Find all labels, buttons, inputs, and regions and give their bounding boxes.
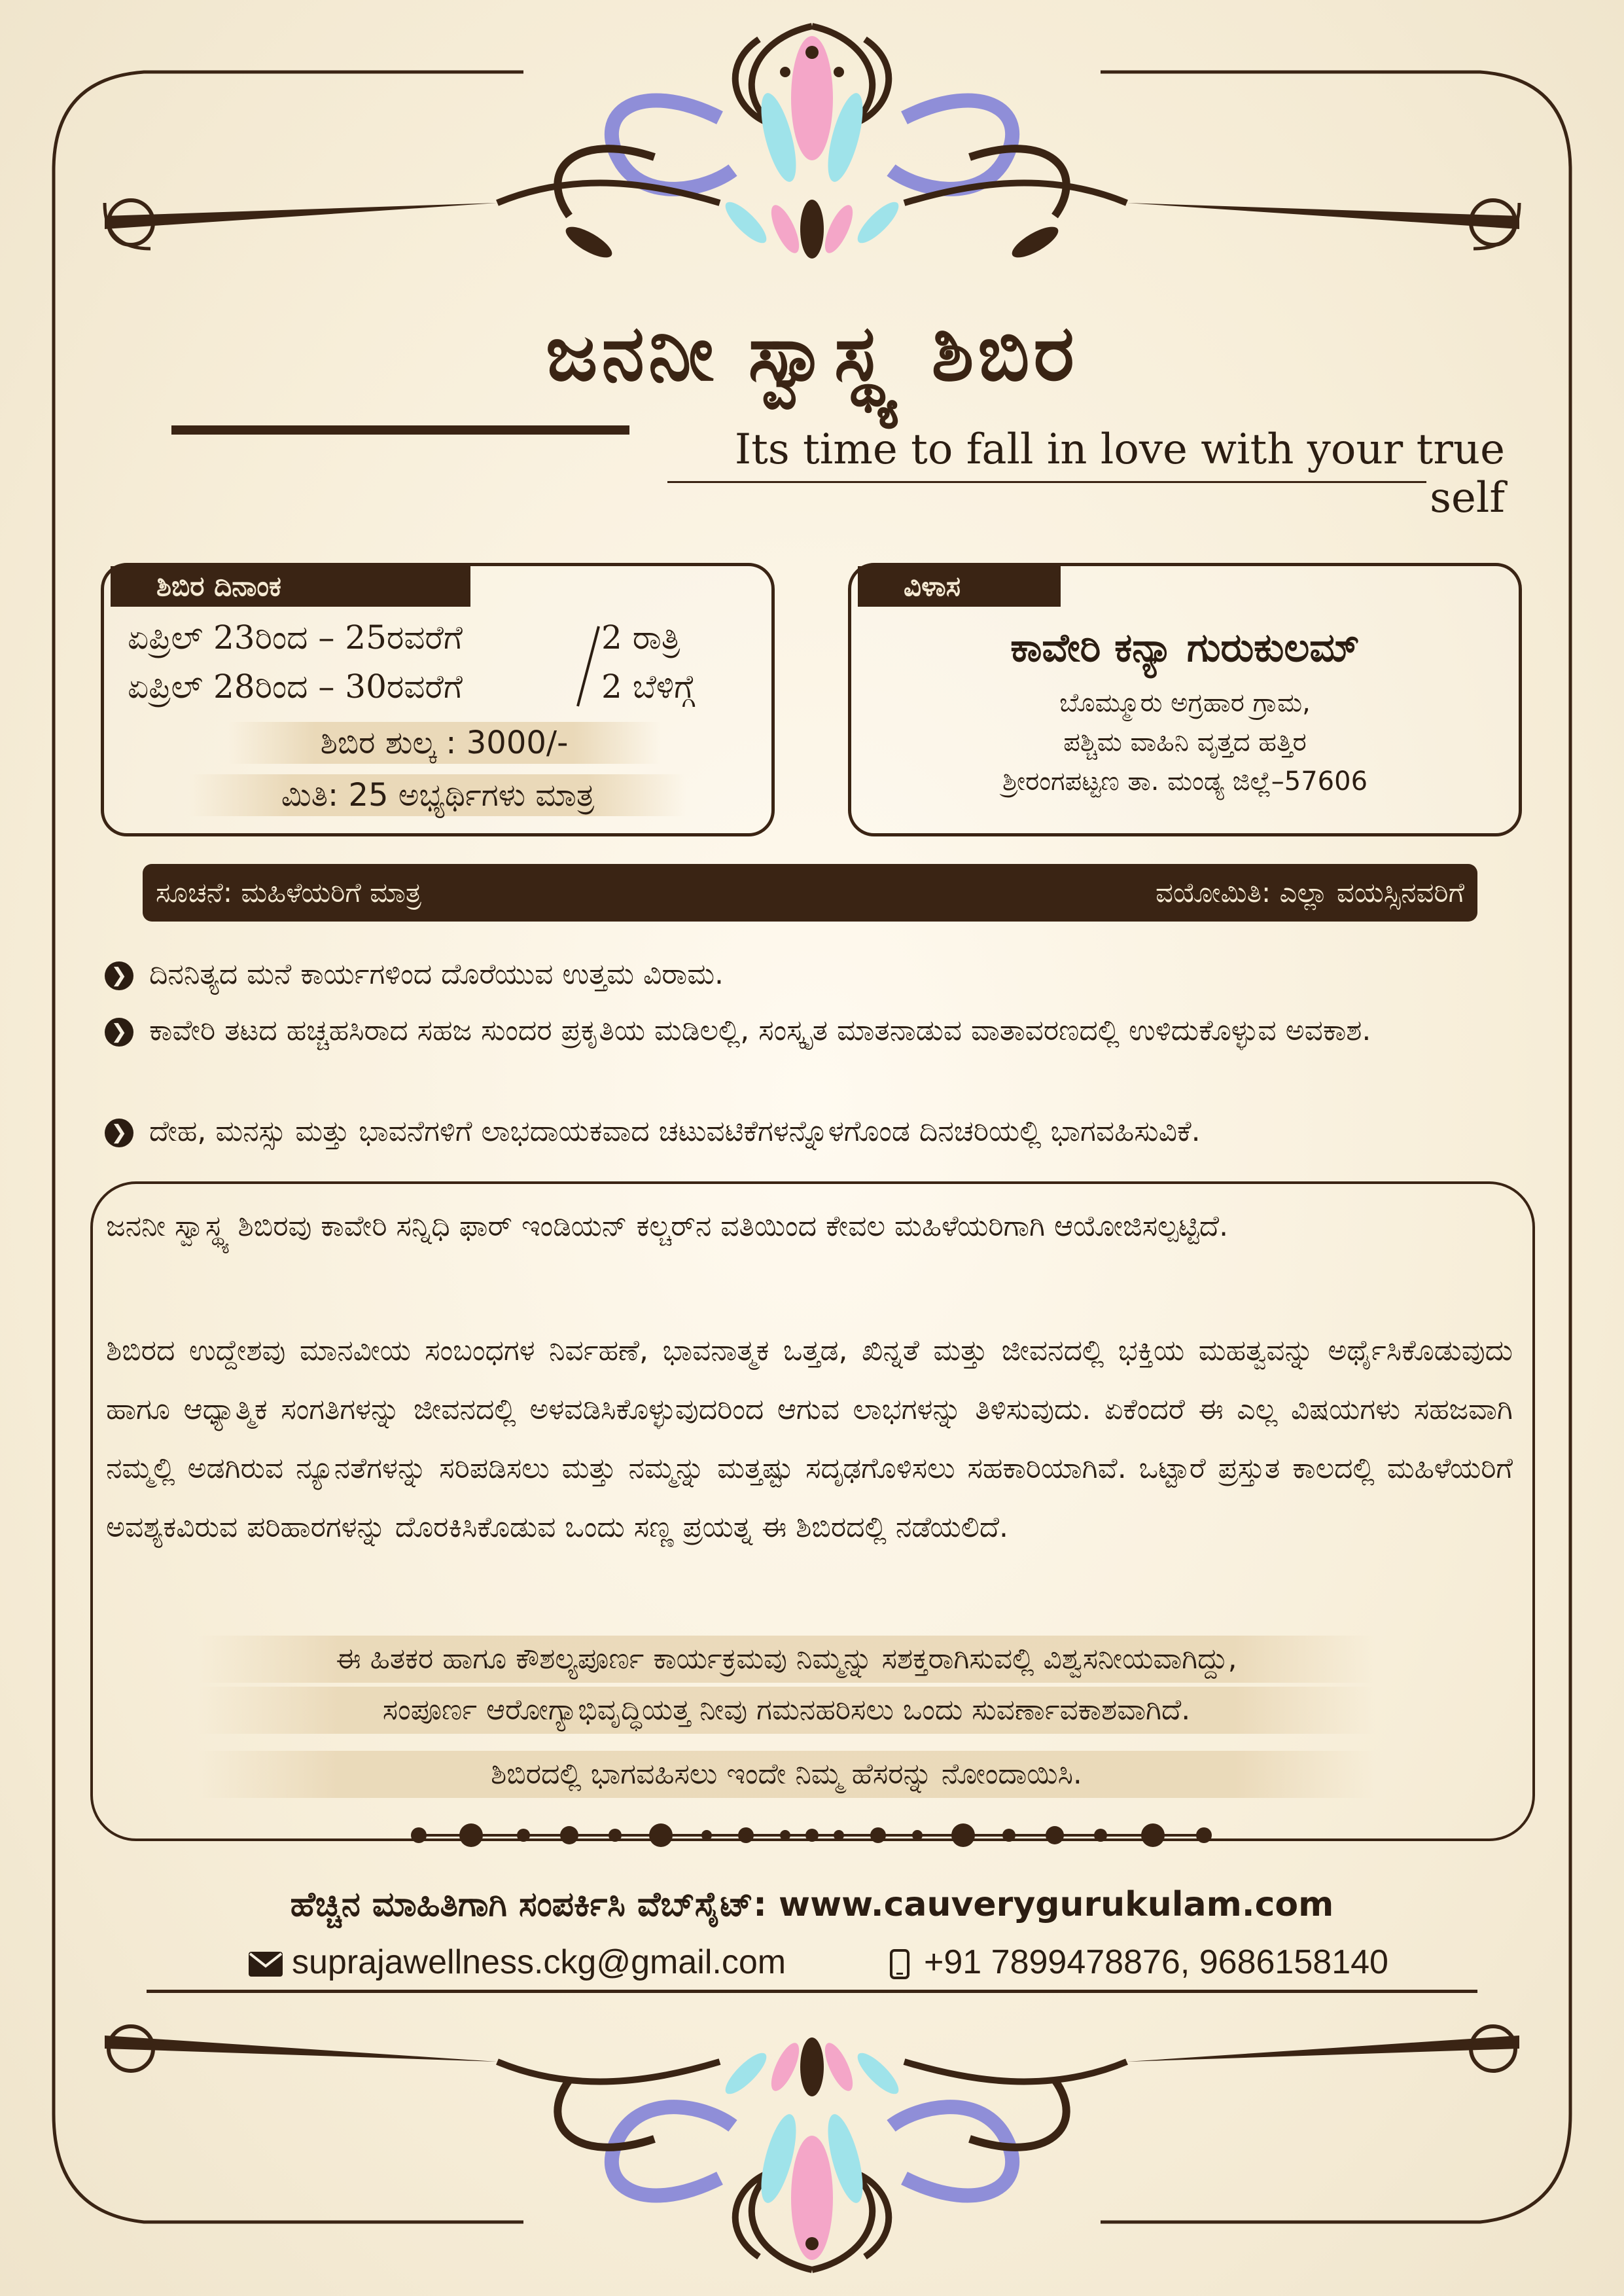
address-line-3: ಶ್ರೀರಂಗಪಟ್ಟಣ ತಾ. ಮಂಡ್ಯ ಜಿಲ್ಲೆ–57606 [1002, 766, 1368, 797]
date-range-1-nights: 2 ರಾತ್ರಿ [601, 619, 680, 656]
chevron-right-icon: ❯ [105, 1018, 133, 1047]
tagline-underline [667, 481, 1426, 483]
divider-slash [575, 624, 601, 709]
address-line-2: ಪಶ್ಚಿಮ ವಾಹಿನಿ ವೃತ್ತದ ಹತ್ತಿರ [1063, 727, 1307, 757]
chevron-right-icon: ❯ [105, 961, 133, 990]
notice-bar [143, 864, 1477, 922]
dates-box [101, 563, 775, 836]
bottom-ornament [497, 2037, 1127, 2270]
address-tab: ವಿಳಾಸ [858, 566, 1061, 607]
date-range-2-mornings: 2 ಬೆಳಿಗ್ಗೆ [601, 668, 696, 706]
highlight-line-1: ಈ ಹಿತಕರ ಹಾಗೂ ಕೌಶಲ್ಯಪೂರ್ಣ ಕಾರ್ಯಕ್ರಮವು ನಿಮ್ಮನ್ನು ಸಶಕ್ತರಾಗಿಸುವಲ್ಲಿ ವಿಶ್ವಸನೀಯವಾಗಿದ್ದು, [198, 1636, 1375, 1683]
mobile-phone-icon [890, 1949, 909, 1979]
phone-text: +91 7899478876, 9686158140 [924, 1943, 1388, 1981]
bullet-text: ದಿನನಿತ್ಯದ ಮನೆ ಕಾರ್ಯಗಳಿಂದ ದೊರೆಯುವ ಉತ್ತಮ ವಿರಾಮ. [149, 958, 724, 991]
date-range-2: ಏಪ್ರಿಲ್ 28ರಿಂದ – 30ರವರೆಗೆ [128, 668, 463, 706]
phone-contact[interactable] [890, 1943, 1388, 1982]
highlight-line-2: ಸಂಪೂರ್ಣ ಆರೋಗ್ಯಾಭಿವೃದ್ಧಿಯತ್ತ ನೀವು ಗಮನಹರಿಸಲು ಒಂದು ಸುವರ್ಣಾವಕಾಶವಾಗಿದೆ. [198, 1687, 1375, 1734]
fee: ಶಿಬಿರ ಶುಲ್ಕ : 3000/- [228, 722, 660, 764]
description-paragraph-2: ಶಿಬಿರದ ಉದ್ದೇಶವು ಮಾನವೀಯ ಸಂಬಂಧಗಳ ನಿರ್ವಹಣೆ, ಭಾವನಾತ್ಮಕ ಒತ್ತಡ, ಖಿನ್ನತೆ ಮತ್ತು ಜೀವನದಲ್ಲಿ ಭಕ್ತಿಯ ಮಹತ್ವವನ್ನು ಅರ್ಥೈಸಿಕೊಡುವುದು ಹಾಗೂ ಆಧ್ಯಾತ್ಮಿಕ ಸಂಗತಿಗಳನ್ನು ಜೀವನದಲ್ಲಿ ಅಳವಡಿಸಿಕೊಳ್ಳುವುದರಿಂದ ಆಗುವ ಲಾಭಗಳನ್ನು ತಿಳಿಸುವುದು. ಏಕೆಂದರೆ ಈ ಎಲ್ಲ ವಿಷಯಗಳು ಸಹಜವಾಗಿ ನಮ್ಮಲ್ಲಿ ಅಡಗಿರುವ ನ್ಯೂನತೆಗಳನ್ನು ಸರಿಪಡಿಸಲು ಮತ್ತು ನಮ್ಮನ್ನು ಮತ್ತಷ್ಟು ಸದೃಢಗೊಳಿಸಲು ಸಹಕಾರಿಯಾಗಿವೆ. ಒಟ್ಟಾರೆ ಪ್ರಸ್ತುತ ಕಾಲದಲ್ಲಿ ಮಹಿಳೆಯರಿಗೆ ಅವಶ್ಯಕವಿರುವ ಪರಿಹಾರಗಳನ್ನು ದೊರಕಿಸಿಕೊಡುವ ಒಂದು ಸಣ್ಣ ಪ್ರಯತ್ನ ಈ ಶಿಬಿರದಲ್ಲಿ ನಡೆಯಲಿದೆ. [106, 1334, 1513, 1544]
chevron-right-icon: ❯ [105, 1119, 133, 1147]
notice-age-limit: ವಯೋಮಿತಿ: ಎಲ್ಲಾ ವಯಸ್ಸಿನವರಿಗೆ [1155, 876, 1464, 908]
title-underline [171, 425, 629, 435]
description-paragraph-1: ಜನನೀ ಸ್ವಾಸ್ಥ್ಯ ಶಿಬಿರವು ಕಾವೇರಿ ಸನ್ನಿಧಿ ಫಾರ್ ಇಂಡಿಯನ್ ಕಲ್ಚರ್‌ನ ವತಿಯಿಂದ ಕೇವಲ ಮಹಿಳೆಯರಿಗಾಗಿ ಆಯೋಜಿಸಲ್ಪಟ್ಟಿದೆ. [106, 1210, 1229, 1243]
description-box [90, 1181, 1535, 1841]
website-line[interactable]: ಹೆಚ್ಚಿನ ಮಾಹಿತಿಗಾಗಿ ಸಂಪರ್ಕಿಸಿ ವೆಬ್‌ಸೈಟ್: www.cauverygurukulam.com [290, 1885, 1334, 1924]
address-line-1: ಬೊಮ್ಮೂರು ಅಗ್ರಹಾರ ಗ್ರಾಮ, [1059, 688, 1311, 718]
tagline: Its time to fall in love with your true self [734, 425, 1505, 522]
notice-women-only: ಸೂಚನೆ: ಮಹಿಳೆಯರಿಗೆ ಮಾತ್ರ [156, 876, 421, 908]
footer-underline [147, 1990, 1477, 1993]
top-ornament [497, 26, 1127, 263]
envelope-icon [249, 1952, 283, 1977]
list-item [105, 953, 1518, 996]
bullet-text: ದೇಹ, ಮನಸ್ಸು ಮತ್ತು ಭಾವನೆಗಳಿಗೆ ಲಾಭದಾಯಕವಾದ ಚಟುವಟಿಕೆಗಳನ್ನೊಳಗೊಂಡ ದಿನಚರಿಯಲ್ಲಿ ಭಾಗವಹಿಸುವಿಕೆ. [149, 1115, 1201, 1148]
list-item [105, 1009, 1562, 1052]
highlight-line-3: ಶಿಬಿರದಲ್ಲಿ ಭಾಗವಹಿಸಲು ಇಂದೇ ನಿಮ್ಮ ಹೆಸರನ್ನು ನೋಂದಾಯಿಸಿ. [198, 1751, 1375, 1798]
email-text: suprajawellness.ckg@gmail.com [292, 1943, 786, 1981]
venue-name: ಕಾವೇರಿ ಕನ್ಯಾ ಗುರುಕುಲಮ್ [1010, 625, 1360, 671]
email-contact[interactable] [249, 1943, 786, 1982]
date-range-1: ಏಪ್ರಿಲ್ 23ರಿಂದ – 25ರವರೆಗೆ [128, 619, 463, 656]
participant-limit: ಮಿತಿ: 25 ಅಭ್ಯರ್ಥಿಗಳು ಮಾತ್ರ [189, 774, 686, 816]
address-box [848, 563, 1522, 836]
dates-tab: ಶಿಬಿರ ದಿನಾಂಕ [111, 566, 470, 607]
list-item [105, 1110, 1518, 1153]
page-title: ಜನನೀ ಸ್ವಾಸ್ಥ್ಯ ಶಿಬಿರ [546, 308, 1078, 398]
bullet-text: ಕಾವೇರಿ ತಟದ ಹಚ್ಚಹಸಿರಾದ ಸಹಜ ಸುಂದರ ಪ್ರಕೃತಿಯ ಮಡಿಲಲ್ಲಿ, ಸಂಸ್ಕೃತ ಮಾತನಾಡುವ ವಾತಾವರಣದಲ್ಲಿ ಉಳಿದುಕೊಳ್ಳುವ ಅವಕಾಶ. [149, 1014, 1371, 1047]
